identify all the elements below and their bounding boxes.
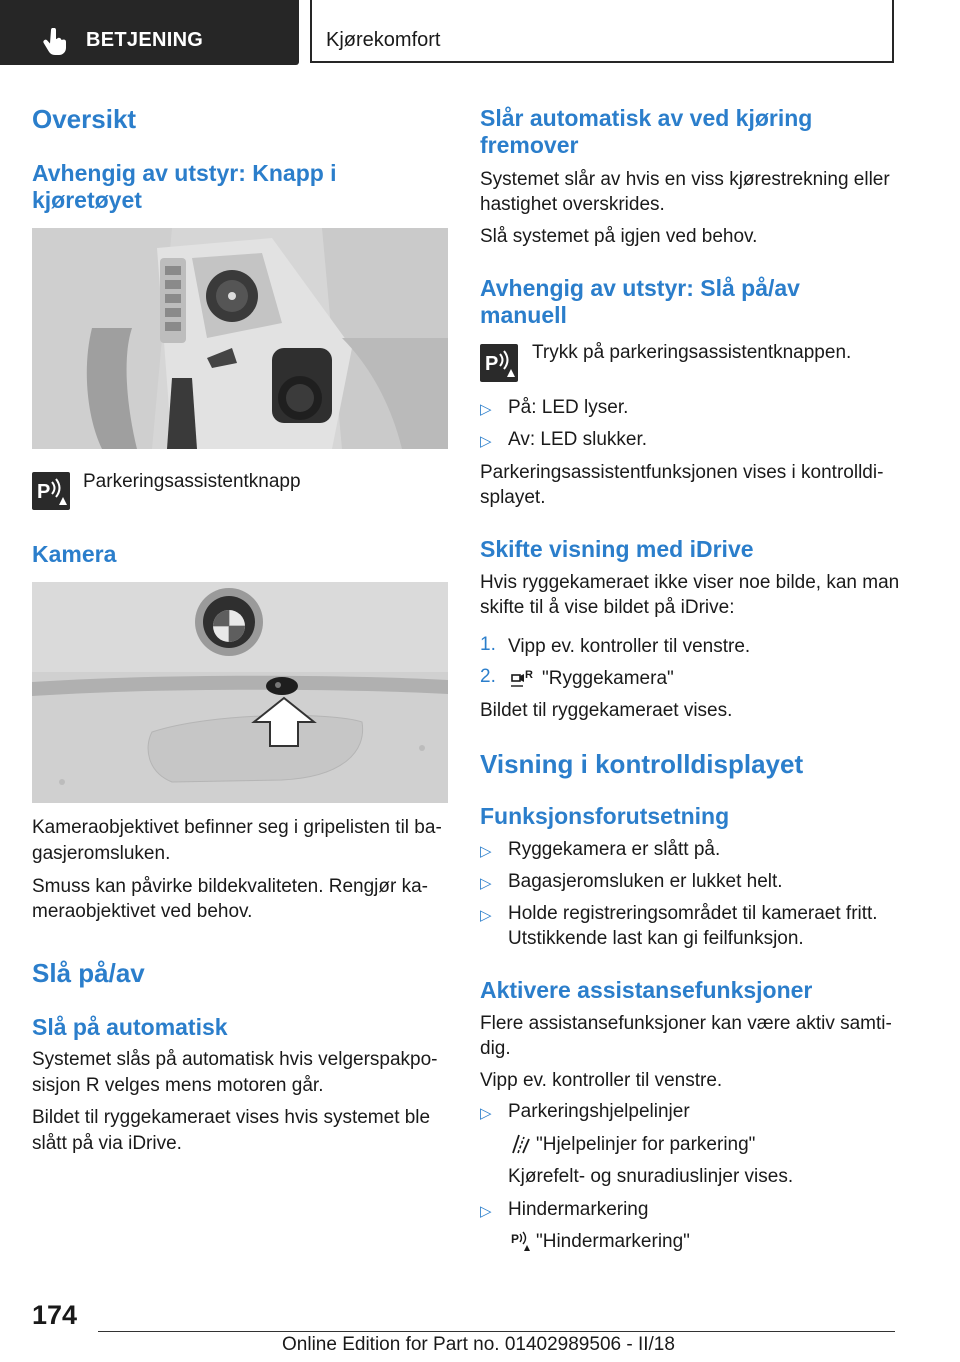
- step-number: 2.: [480, 666, 496, 687]
- svg-text:P: P: [37, 481, 51, 503]
- svg-text:P: P: [511, 1232, 520, 1246]
- page-number: 174: [32, 1300, 78, 1330]
- auto-paragraph-2-line1: Bildet til ryggekameraet vises hvis systemet ble: [32, 1107, 431, 1128]
- heading-button-line1: Avhengig av utstyr: Knapp i: [32, 160, 337, 186]
- heading-button-line2: kjøretøyet: [32, 187, 142, 213]
- heading-manual-line1: Avhengig av utstyr: Slå på/av: [480, 275, 800, 301]
- heading-oversikt: Oversikt: [32, 104, 137, 134]
- step-number: 1.: [480, 634, 496, 655]
- idrive-step-2: "Ryggekamera": [542, 668, 674, 689]
- activate-item-1-desc: Kjørefelt- og snuradiuslinjer vises.: [508, 1166, 794, 1187]
- interior-console-photo: [32, 228, 448, 449]
- activate-paragraph-line2: dig.: [480, 1038, 511, 1059]
- idrive-after: Bildet til ryggekameraet vises.: [480, 700, 733, 721]
- hand-pointer-icon: [42, 28, 68, 56]
- camera-paragraph-1-line1: Kameraobjektivet befinner seg i gripelisten til ba-: [32, 817, 442, 838]
- prereq-item-3-line2: Utstikkende last kan gi feilfunksjon.: [508, 928, 804, 949]
- manual-paragraph-line1: Parkeringsassistentfunksjonen vises i kontrolldi-: [480, 462, 884, 483]
- heading-sla-pa-av: Slå på/av: [32, 958, 145, 988]
- heading-idrive: Skifte visning med iDrive: [480, 536, 754, 562]
- svg-text:P: P: [485, 353, 499, 375]
- park-assist-button-icon: [480, 344, 518, 382]
- heading-prerequisite: Funksjonsforutsetning: [480, 803, 730, 829]
- heading-manual-line2: manuell: [480, 302, 567, 328]
- rear-camera-icon: [510, 666, 534, 688]
- activate-item-2: Hindermarkering: [508, 1199, 649, 1220]
- bullet-triangle-icon: ▷: [480, 1203, 492, 1220]
- prereq-item-2: Bagasjeromsluken er lukket helt.: [508, 871, 783, 892]
- auto-off-paragraph-line1: Systemet slår av hvis en viss kjørestrekning eller: [480, 169, 890, 190]
- footer-divider: [98, 1331, 895, 1332]
- activate-item-1: Parkeringshjelpelinjer: [508, 1101, 690, 1122]
- chapter-title: Kjørekomfort: [326, 29, 441, 51]
- camera-paragraph-1-line2: gasjeromsluken.: [32, 843, 171, 864]
- activate-item-1-sub: "Hjelpelinjer for parkering": [536, 1134, 756, 1155]
- heading-display: Visning i kontrolldisplayet: [480, 749, 804, 779]
- obstacle-marking-icon: [510, 1230, 532, 1252]
- parking-guidelines-icon: [510, 1133, 532, 1155]
- manual-instruction: Trykk på parkeringsassistentknappen.: [532, 342, 852, 363]
- svg-text:R: R: [525, 669, 533, 681]
- button-caption: Parkeringsassistentknapp: [83, 471, 301, 492]
- footer-edition: Online Edition for Part no. 01402989506 - II/18: [282, 1334, 675, 1355]
- activate-item-2-sub: "Hindermarkering": [536, 1231, 690, 1252]
- bullet-triangle-icon: ▷: [480, 1105, 492, 1122]
- bullet-triangle-icon: ▷: [480, 907, 492, 924]
- bullet-triangle-icon: ▷: [480, 843, 492, 860]
- manual-item-on: På: LED lyser.: [508, 397, 629, 418]
- activate-paragraph-line1: Flere assistansefunksjoner kan være aktiv samti-: [480, 1013, 892, 1034]
- bullet-triangle-icon: ▷: [480, 875, 492, 892]
- heading-sla-pa-automatisk: Slå på automatisk: [32, 1014, 228, 1040]
- idrive-step-1: Vipp ev. kontroller til venstre.: [508, 636, 751, 657]
- prereq-item-3: Holde registreringsområdet til kameraet fritt.: [508, 903, 878, 924]
- manual-paragraph-line2: splayet.: [480, 487, 546, 508]
- auto-paragraph-1-line1: Systemet slås på automatisk hvis velgerspakpo-: [32, 1049, 438, 1070]
- auto-paragraph-2-line2: slått på via iDrive.: [32, 1133, 182, 1154]
- heading-auto-off-line1: Slår automatisk av ved kjøring: [480, 105, 813, 131]
- section-title: BETJENING: [86, 29, 204, 51]
- idrive-paragraph-line2: skifte til å vise bildet på iDrive:: [480, 597, 735, 618]
- auto-off-paragraph-2: Slå systemet på igjen ved behov.: [480, 226, 758, 247]
- heading-kamera: Kamera: [32, 541, 117, 567]
- auto-off-paragraph-line2: hastighet overskrides.: [480, 194, 665, 215]
- bullet-triangle-icon: ▷: [480, 433, 492, 450]
- activate-paragraph-2: Vipp ev. kontroller til venstre.: [480, 1070, 723, 1091]
- heading-activate: Aktivere assistansefunksjoner: [480, 977, 813, 1003]
- header-section-tab: [0, 0, 299, 65]
- bullet-triangle-icon: ▷: [480, 401, 492, 418]
- manual-item-off: Av: LED slukker.: [508, 429, 648, 450]
- idrive-paragraph-line1: Hvis ryggekameraet ikke viser noe bilde, kan man: [480, 572, 900, 593]
- prereq-item-1: Ryggekamera er slått på.: [508, 839, 721, 860]
- park-assist-button-icon: [32, 472, 70, 510]
- heading-auto-off-line2: fremover: [480, 132, 579, 158]
- header-chapter-box: [310, 0, 894, 63]
- rear-camera-photo: [32, 582, 448, 803]
- center-console-illustration: [32, 228, 448, 449]
- auto-paragraph-1-line2: sisjon R velges mens motoren går.: [32, 1075, 324, 1096]
- tailgate-illustration: [32, 582, 448, 803]
- camera-paragraph-2-line1: Smuss kan påvirke bildekvaliteten. Rengjør ka-: [32, 876, 429, 897]
- camera-paragraph-2-line2: meraobjektivet ved behov.: [32, 901, 253, 922]
